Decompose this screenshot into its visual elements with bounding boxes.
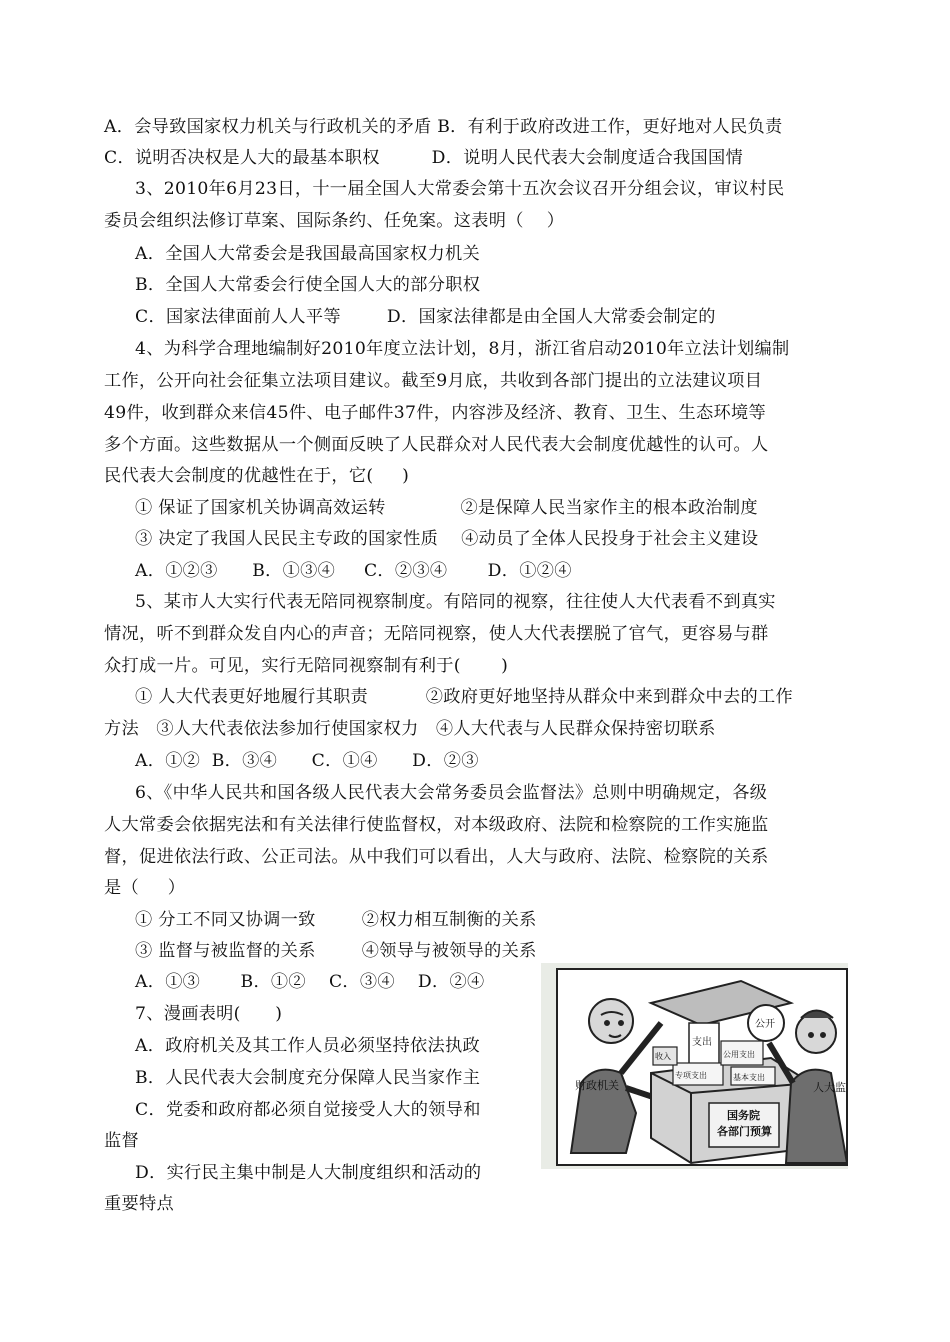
q4-stem-line3: 49件，收到群众来信45件、电子邮件37件，内容涉及经济、教育、卫生、生态环境等 <box>104 403 766 423</box>
q7-option-c-line2: 监督 <box>104 1131 139 1151</box>
q6-stem-line2: 人大常委会依据宪法和有关法律行使监督权，对本级政府、法院和检察院的工作实施监 <box>104 815 769 835</box>
cartoon-drawing <box>541 963 848 1169</box>
q4-items-12: ① 保证了国家机关协调高效运转 ②是保障人民当家作主的根本政治制度 <box>135 498 758 518</box>
q6-items-12: ① 分工不同又协调一致 ②权力相互制衡的关系 <box>135 910 537 930</box>
q6-choices: A．①③ B．①② C．③④ D．②④ <box>135 972 485 992</box>
q7-option-c-line1: C．党委和政府都必须自觉接受人大的领导和 <box>135 1100 481 1120</box>
label-finance-organ: 财政机关 <box>575 1079 619 1092</box>
tag-jiben: 基本支出 <box>733 1073 765 1082</box>
q7-option-b: B．人民代表大会制度充分保障人民当家作主 <box>135 1068 481 1088</box>
box-title-line2: 各部门预算 <box>717 1125 772 1138</box>
tag-gongkai: 公开 <box>755 1019 775 1030</box>
q7-option-d-line1: D．实行民主集中制是人大制度组织和活动的 <box>135 1163 482 1183</box>
q3-stem-line1: 3、2010年6月23日，十一届全国人大常委会第十五次会议召开分组会议，审议村民 <box>135 179 785 199</box>
q5-stem-line2: 情况，听不到群众发自内心的声音；无陪同视察，使人大代表摆脱了官气，更容易与群 <box>104 624 769 644</box>
q5-stem-line1: 5、某市人大实行代表无陪同视察制度。有陪同的视察，往往使人大代表看不到真实 <box>135 592 776 612</box>
tag-gongyong: 公用支出 <box>723 1050 755 1059</box>
tag-shouru: 收入 <box>655 1052 671 1061</box>
q4-stem-line4: 多个方面。这些数据从一个侧面反映了人民群众对人民代表大会制度优越性的认可。人 <box>104 435 769 455</box>
q3-option-b: B．全国人大常委会行使全国人大的部分职权 <box>135 275 481 295</box>
q5-items-12: ① 人大代表更好地履行其职责 ②政府更好地坚持从群众中来到群众中去的工作 <box>135 687 793 707</box>
q7-stem: 7、漫画表明( ) <box>135 1004 283 1024</box>
q4-stem-line1: 4、为科学合理地编制好2010年度立法计划，8月，浙江省启动2010年立法计划编制 <box>135 339 790 359</box>
tag-zhuanxiang: 专项支出 <box>675 1071 707 1080</box>
q7-option-a: A．政府机关及其工作人员必须坚持依法执政 <box>135 1036 480 1056</box>
box-title-line1: 国务院 <box>727 1109 760 1122</box>
label-npc-supervision: 人大监 <box>813 1081 846 1094</box>
q4-items-34: ③ 决定了我国人民民主专政的国家性质 ④动员了全体人民投身于社会主义建设 <box>135 529 759 549</box>
q4-stem-line5: 民代表大会制度的优越性在于，它( ) <box>104 466 410 486</box>
q6-stem-line3: 督，促进依法行政、公正司法。从中我们可以看出，人大与政府、法院、检察院的关系 <box>104 847 769 867</box>
q4-stem-line2: 工作，公开向社会征集立法项目建议。截至9月底，共收到各部门提出的立法建议项目 <box>104 371 763 391</box>
q3-option-cd: C．国家法律面前人人平等 D．国家法律都是由全国人大常委会制定的 <box>135 307 716 327</box>
q5-stem-line3: 众打成一片。可见，实行无陪同视察制有利于( ) <box>104 656 509 676</box>
q5-choices: A．①② B．③④ C．①④ D．②③ <box>135 751 479 771</box>
q4-choices: A．①②③ B．①③④ C．②③④ D．①②④ <box>135 561 572 581</box>
budget-cartoon-image <box>541 963 848 1169</box>
q3-option-a: A．全国人大常委会是我国最高国家权力机关 <box>135 244 480 264</box>
q7-option-d-line2: 重要特点 <box>104 1194 174 1214</box>
q6-stem-line1: 6、《中华人民共和国各级人民代表大会常务委员会监督法》总则中明确规定，各级 <box>135 783 768 803</box>
q2-options-line2: C．说明否决权是人大的最基本职权 D．说明人民代表大会制度适合我国国情 <box>104 148 744 168</box>
q6-items-34: ③ 监督与被监督的关系 ④领导与被领导的关系 <box>135 941 537 961</box>
q3-stem-line2: 委员会组织法修订草案、国际条约、任免案。这表明（ ） <box>104 211 565 231</box>
q5-items-34: 方法 ③人大代表依法参加行使国家权力 ④人大代表与人民群众保持密切联系 <box>104 719 716 739</box>
q6-stem-line4: 是（ ） <box>104 878 186 898</box>
tag-zhichu: 支出 <box>692 1037 712 1048</box>
q2-options-line1: A．会导致国家权力机关与行政机关的矛盾 B．有利于政府改进工作，更好地对人民负责 <box>104 117 783 137</box>
